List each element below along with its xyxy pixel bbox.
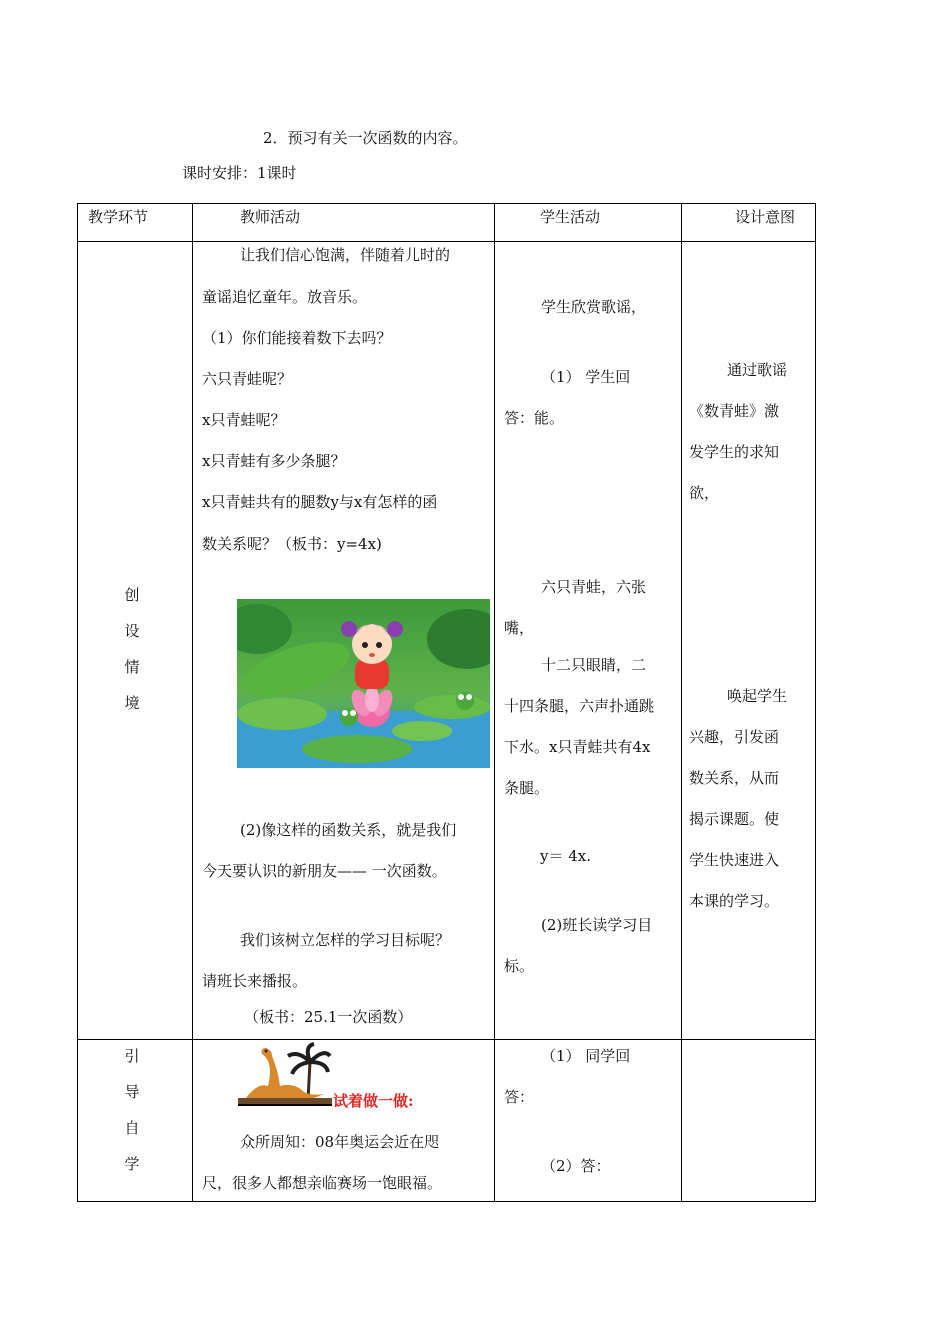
stage-char: 自 [124, 1119, 140, 1137]
student-text: (2)班长读学习目 [541, 916, 653, 934]
design-text: 兴趣，引发函 [689, 728, 780, 746]
stage-char: 情 [124, 658, 140, 676]
student-text: 条腿。 [504, 779, 550, 797]
stage-char: 境 [124, 694, 140, 712]
teacher-text: 今天要认识的新朋友—— 一次函数。 [202, 862, 447, 880]
frog-girl-illustration [237, 599, 490, 768]
header-teacher: 教师活动 [240, 208, 301, 226]
design-text: 欲， [689, 484, 720, 502]
student-text: 嘴， [504, 619, 535, 637]
stage-char: 创 [124, 586, 140, 604]
stage-char: 引 [124, 1047, 140, 1065]
teacher-text: 童谣追忆童年。放音乐。 [202, 288, 368, 306]
student-text: 标。 [504, 957, 535, 975]
design-text: 揭示课题。使 [689, 810, 780, 828]
design-text: 发学生的求知 [689, 443, 780, 461]
teacher-text: x只青蛙有多少条腿？ [202, 452, 346, 470]
intro-line-1: 2．预习有关一次函数的内容。 [263, 129, 468, 147]
student-text: 十二只眼睛，二 [541, 656, 647, 674]
student-text: 学生欣赏歌谣， [541, 298, 647, 316]
header-student: 学生活动 [540, 208, 601, 226]
try-it-banner: 试着做一做: [333, 1092, 414, 1110]
dinosaur-icon [238, 1042, 332, 1108]
student-text: 六只青蛙，六张 [541, 578, 647, 596]
design-text: 《数青蛙》激 [689, 402, 780, 420]
student-text: 下水。x只青蛙共有4x [504, 738, 651, 756]
student-text: 十四条腿，六声扑通跳 [504, 697, 655, 715]
teacher-text: (2)像这样的函数关系，就是我们 [240, 821, 457, 839]
teacher-text: 我们该树立怎样的学习目标呢？ [240, 931, 451, 949]
student-text: y＝ 4x. [540, 847, 592, 865]
teacher-text: （板书：25.1一次函数） [244, 1008, 413, 1026]
design-text: 通过歌谣 [727, 361, 788, 379]
dinosaur-palm-clipart [238, 1042, 332, 1108]
student-text: （1） 学生回 [541, 368, 631, 386]
header-design: 设计意图 [735, 208, 796, 226]
teacher-text: 数关系呢？（板书：y=4x) [202, 535, 382, 553]
teacher-text: 六只青蛙呢？ [202, 370, 293, 388]
design-text: 数关系，从而 [689, 769, 780, 787]
design-text: 唤起学生 [727, 687, 788, 705]
student-text: 答：能。 [504, 409, 565, 427]
student-text: （1） 同学回 [541, 1047, 631, 1065]
teacher-text: 尺，很多人都想亲临赛场一饱眼福。 [202, 1174, 443, 1192]
teacher-text: 让我们信心饱满，伴随着儿时的 [240, 246, 451, 264]
cartoon-image [237, 599, 490, 768]
intro-line-2: 课时安排：1课时 [182, 164, 297, 182]
design-text: 学生快速进入 [689, 851, 780, 869]
student-text: 答： [504, 1088, 535, 1106]
teacher-text: x只青蛙共有的腿数y与x有怎样的函 [202, 493, 438, 511]
design-text: 本课的学习。 [689, 892, 780, 910]
header-stage: 教学环节 [88, 208, 149, 226]
student-text: （2）答： [541, 1157, 611, 1175]
teacher-text: （1）你们能接着数下去吗？ [202, 329, 392, 347]
stage-char: 导 [124, 1083, 140, 1101]
teacher-text: x只青蛙呢？ [202, 411, 286, 429]
teacher-text: 众所周知：08年奥运会近在咫 [240, 1133, 440, 1151]
stage-char: 学 [124, 1155, 140, 1173]
stage-char: 设 [124, 622, 140, 640]
teacher-text: 请班长来播报。 [202, 972, 308, 990]
